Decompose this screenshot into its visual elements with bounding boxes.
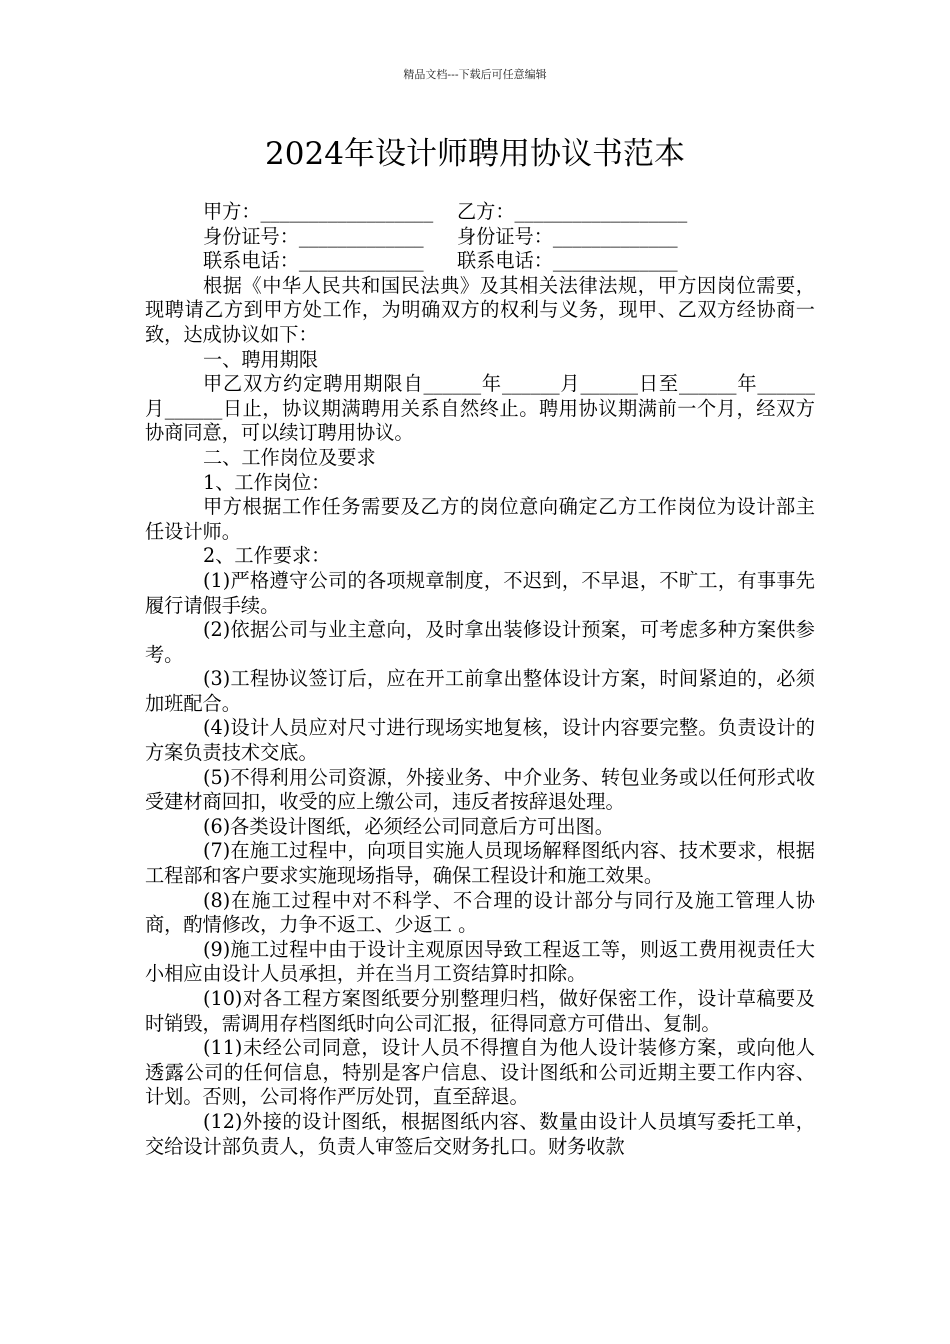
intro-paragraph: 根据《中华人民共和国民法典》及其相关法律法规，甲方因岗位需要，现聘请乙方到甲方处工作，为明确双方的权利与义务，现甲、乙双方经协商一致，达成协议如下： <box>145 273 815 346</box>
subheading-requirements: 2、工作要求： <box>203 544 331 568</box>
section-heading-position: 二、工作岗位及要求 <box>203 445 376 469</box>
requirement-item-4: (4)设计人员应对尺寸进行现场实地复核，设计内容要完整。负责设计的方案负责技术交底。 <box>145 716 815 765</box>
requirement-item-10: (10)对各工程方案图纸要分别整理归档，做好保密工作，设计草稿要及时销毁，需调用存档图纸时向公司汇报，征得同意方可借出、复制。 <box>145 987 815 1035</box>
requirement-item-6: (6)各类设计图纸，必须经公司同意后方可出图。 <box>203 814 614 838</box>
form-row-party <box>145 200 815 225</box>
requirement-item-5: (5)不得利用公司资源，外接业务、中介业务、转包业务或以任何形式收受建材商回扣，收受的应上缴公司，违反者按辞退处理。 <box>145 765 815 814</box>
requirement-item-12: (12)外接的设计图纸，根据图纸内容、数量由设计人员填写委托工单，交给设计部负责人，负责人审签后交财务扎口。财务收款 <box>145 1109 815 1158</box>
position-paragraph: 甲方根据工作任务需要及乙方的岗位意向确定乙方工作岗位为设计部主任设计师。 <box>145 495 815 543</box>
requirement-item-11: (11)未经公司同意，设计人员不得擅自为他人设计装修方案，或向他人透露公司的任何信息，特别是客户信息、设计图纸和公司近期主要工作内容、计划。否则，公司将作严厉处罚，直至辞退。 <box>145 1036 815 1109</box>
subheading-position: 1、工作岗位： <box>203 470 331 494</box>
document-title: 2024年设计师聘用协议书范本 <box>265 136 685 172</box>
requirement-item-8: (8)在施工过程中对不科学、不合理的设计部分与同行及施工管理人协商，酌情修改，力争不返工、少返工 。 <box>145 888 815 937</box>
requirement-item-2: (2)依据公司与业主意向，及时拿出装修设计预案，可考虑多种方案供参考。 <box>145 618 815 666</box>
party-a-field: 甲方：__________________ <box>203 200 434 223</box>
requirement-item-1: (1)严格遵守公司的各项规章制度，不迟到，不早退，不旷工，有事事先履行请假手续。 <box>145 568 815 617</box>
form-row-phone <box>145 249 815 274</box>
form-row-id <box>145 225 815 250</box>
requirement-item-7: (7)在施工过程中，向项目实施人员现场解释图纸内容、技术要求，根据工程部和客户要求实施现场指导，确保工程设计和施工效果。 <box>145 839 815 888</box>
party-a-id-field: 身份证号：_____________ <box>203 224 424 248</box>
document-body <box>145 200 815 1159</box>
page-header: 精品文档---下载后可任意编辑 <box>403 68 547 81</box>
term-paragraph: 甲乙双方约定聘用期限自______年______月______日至______年______月______日止，协议期满聘用关系自然终止。聘用协议期满前一个月，经双方协商同意，可以续订聘用协议。 <box>145 372 815 445</box>
party-b-id-field: 身份证号：_____________ <box>457 224 678 248</box>
party-b-field: 乙方：__________________ <box>457 200 688 223</box>
requirement-item-3: (3)工程协议签订后，应在开工前拿出整体设计方案，时间紧迫的，必须加班配合。 <box>145 667 815 715</box>
section-heading-term: 一、聘用期限 <box>203 347 319 371</box>
requirement-item-9: (9)施工过程中由于设计主观原因导致工程返工等，则返工费用视责任大小相应由设计人员承担，并在当月工资结算时扣除。 <box>145 937 815 986</box>
party-a-phone-field: 联系电话：_____________ <box>203 249 424 273</box>
party-b-phone-field: 联系电话：_____________ <box>457 249 678 273</box>
